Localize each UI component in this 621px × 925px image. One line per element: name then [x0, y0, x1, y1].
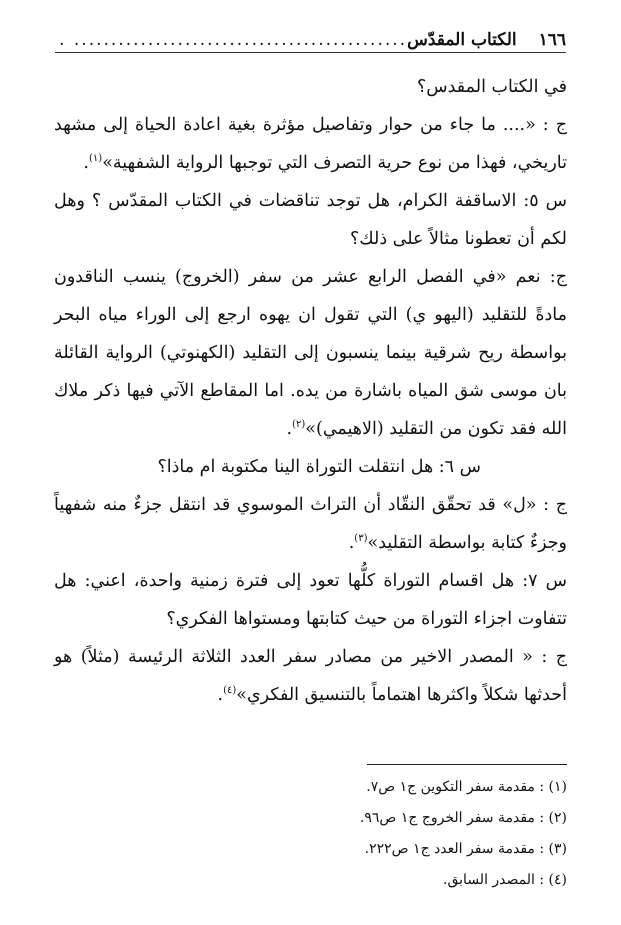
book-title: الكتاب المقدّس [407, 30, 517, 50]
running-header [55, 28, 566, 53]
leader-dots: ............................................. . [59, 30, 408, 50]
footnote-divider [367, 764, 567, 765]
body-text [54, 68, 567, 714]
paragraph: في الكتاب المقدس؟ [416, 77, 567, 97]
paragraph-answer: ج : «.... ما جاء من حوار وتفاصيل مؤثرة بغية اعادة الحياة إلى مشهد تاريخي، فهذا من نوع حرية التصرف التي توجبها الرواية الشفهية»$^{(١)}$. [54, 115, 567, 173]
footnote: (٢) : مقدمة سفر الخروج ج١ ص٩٦. [359, 810, 567, 826]
footnote-mark: (١) [89, 153, 103, 165]
page-number: ١٦٦ [538, 30, 566, 50]
paragraph-answer: ج : «ل» قد تحقّق النقّاد أن التراث الموسوي قد انتقل جزءٌ منه شفهياً وجزءٌ كتابة بواسطة التقليد»$^{(٣)}$. [54, 495, 567, 553]
paragraph-answer: ج : « المصدر الاخير من مصادر سفر العدد الثلاثة الرئيسة (مثلاً) هو أحدثها شكلاً واكثرها اهتماماً بالتنسيق الفكري»$^{(٤)}$. [54, 647, 567, 705]
paragraph-question: س ٦: هل انتقلت التوراة الينا مكتوبة ام ماذا؟ [157, 457, 481, 477]
footnote: (١) : مقدمة سفر التكوين ج١ ص٧. [366, 779, 567, 795]
footnotes [54, 772, 567, 896]
footnote-mark: (٤) [223, 685, 237, 697]
footnote: (٤) : المصدر السابق. [443, 872, 567, 888]
footnote-mark: (٣) [354, 533, 368, 545]
paragraph-question: س ٧: هل اقسام التوراة كلُّها تعود إلى فترة زمنية واحدة، اعني: هل تتفاوت اجزاء التوراة من حيث كتابتها ومستواها الفكري؟ [54, 571, 567, 629]
paragraph-answer: ج: نعم «في الفصل الرابع عشر من سفر (الخروج) ينسب الناقدون مادةً للتقليد (اليهو ي) التي تقول ان يهوه ارجع إلى الوراء مياه البحر بواسطة ريح شرقية بينما ينسبون إلى التقليد (الكهنوتي) الرواية القائلة بان موسى شق المياه باشارة من يده. اما المقاطع الآتي فيها ذكر ملاك الله فقد تكون من التقليد (الاهيمي)»$^{(٢)}$. [54, 267, 567, 439]
footnote-mark: (٢) [292, 419, 306, 431]
paragraph-question: س ٥: الاساقفة الكرام، هل توجد تناقضات في الكتاب المقدّس ؟ وهل لكم أن تعطونا مثالاً على ذلك؟ [54, 191, 567, 249]
footnote: (٣) : مقدمة سفر العدد ج١ ص٢٢٢. [364, 841, 567, 857]
